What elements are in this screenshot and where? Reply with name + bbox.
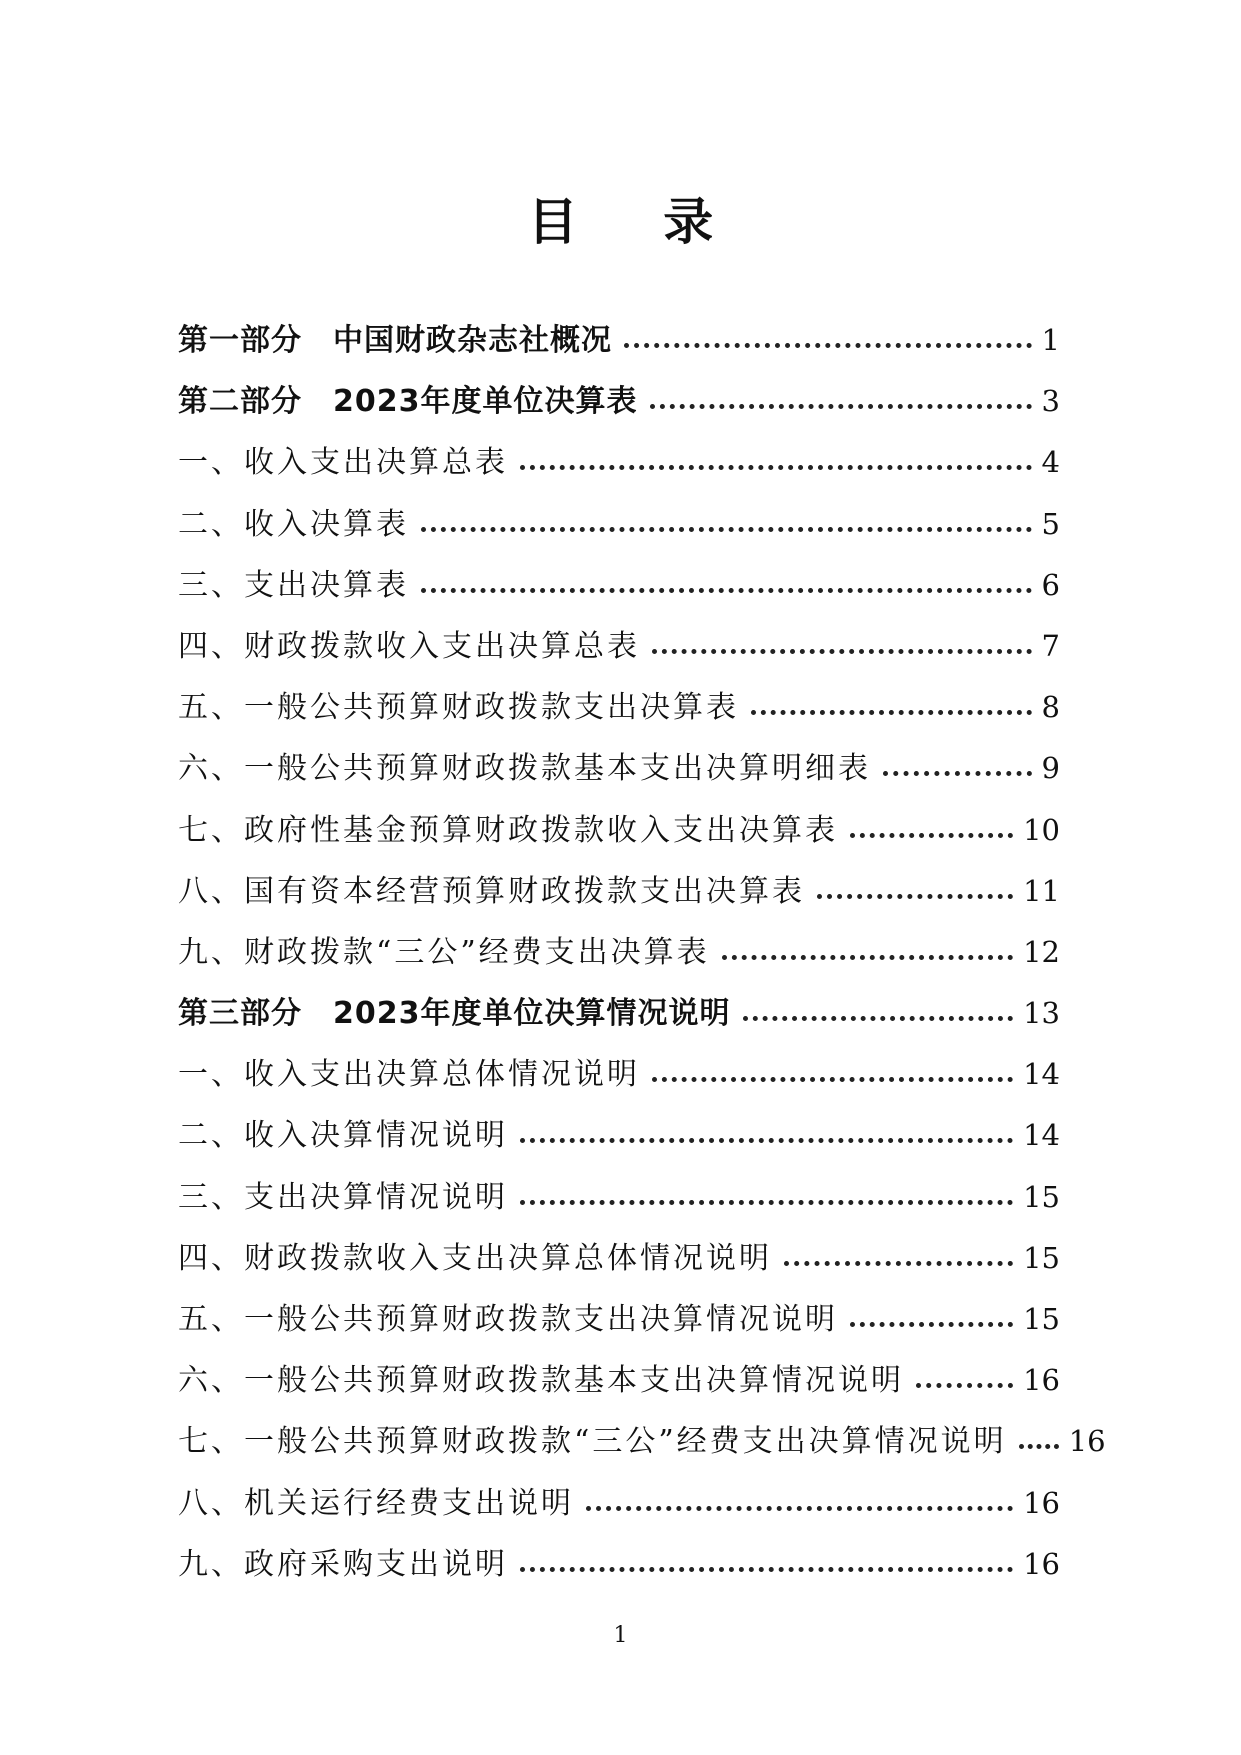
toc-entry-page-number: 6	[1041, 567, 1060, 602]
toc-item-entry[interactable]	[178, 504, 1060, 565]
toc-entry-page-number: 15	[1023, 1179, 1060, 1214]
toc-dot-leader	[817, 894, 1013, 899]
toc-entry-label: 七、政府性基金预算财政拨款收入支出决算表	[178, 812, 838, 848]
toc-item-entry[interactable]	[178, 687, 1060, 748]
toc-dot-leader	[916, 1383, 1013, 1388]
toc-item-entry[interactable]	[178, 1544, 1060, 1605]
toc-entry-page-number: 10	[1023, 812, 1060, 847]
toc-dot-leader	[883, 771, 1032, 776]
toc-dot-leader	[650, 404, 1032, 409]
toc-item-entry[interactable]	[178, 1177, 1060, 1238]
toc-dot-leader	[520, 1200, 1013, 1205]
table-of-contents	[178, 320, 1106, 1605]
toc-entry-label: 八、国有资本经营预算财政拨款支出决算表	[178, 873, 805, 909]
toc-entry-label: 一、收入支出决算总表	[178, 445, 508, 481]
toc-entry-label: 第三部分 2023年度单位决算情况说明	[178, 996, 731, 1032]
toc-dot-leader	[1019, 1444, 1059, 1449]
toc-item-entry[interactable]	[178, 932, 1060, 993]
toc-entry-label: 一、收入支出决算总体情况说明	[178, 1057, 640, 1093]
toc-entry-label: 二、收入决算情况说明	[178, 1118, 508, 1154]
toc-dot-leader	[722, 955, 1013, 960]
page-number: 1	[613, 1623, 628, 1648]
toc-entry-page-number: 16	[1023, 1546, 1060, 1581]
toc-dot-leader	[421, 588, 1032, 593]
toc-entry-label: 九、财政拨款“三公”经费支出决算表	[178, 934, 710, 970]
toc-dot-leader	[850, 833, 1013, 838]
toc-entry-page-number: 15	[1023, 1302, 1060, 1336]
toc-entry-label: 第二部分 2023年度单位决算表	[178, 384, 638, 420]
toc-entry-page-number: 16	[1023, 1485, 1060, 1520]
toc-item-entry[interactable]	[178, 1421, 1106, 1482]
toc-part-entry[interactable]	[178, 993, 1060, 1054]
toc-entry-label: 七、一般公共预算财政拨款“三公”经费支出决算情况说明	[178, 1424, 1007, 1460]
toc-item-entry[interactable]	[178, 1054, 1060, 1115]
toc-entry-page-number: 14	[1023, 1057, 1060, 1092]
toc-dot-leader	[624, 343, 1032, 348]
toc-entry-page-number: 9	[1041, 751, 1060, 786]
toc-entry-page-number: 3	[1041, 384, 1060, 419]
toc-entry-label: 八、机关运行经费支出说明	[178, 1485, 574, 1521]
toc-entry-page-number: 4	[1041, 445, 1060, 480]
toc-entry-label: 六、一般公共预算财政拨款基本支出决算情况说明	[178, 1363, 904, 1399]
toc-entry-page-number: 8	[1041, 690, 1060, 725]
toc-entry-page-number: 12	[1023, 934, 1060, 969]
toc-entry-label: 五、一般公共预算财政拨款支出决算表	[178, 690, 739, 726]
toc-entry-page-number: 16	[1068, 1424, 1106, 1459]
toc-dot-leader	[850, 1322, 1013, 1327]
toc-entry-label: 第一部分 中国财政杂志社概况	[178, 323, 612, 358]
toc-entry-page-number: 5	[1041, 506, 1060, 541]
toc-entry-label: 九、政府采购支出说明	[178, 1546, 508, 1582]
toc-item-entry[interactable]	[178, 565, 1060, 626]
toc-dot-leader	[652, 1077, 1013, 1082]
toc-item-entry[interactable]	[178, 1115, 1060, 1176]
toc-dot-leader	[652, 649, 1032, 654]
toc-part-entry[interactable]	[178, 381, 1060, 442]
toc-item-entry[interactable]	[178, 1360, 1060, 1421]
toc-entry-label: 三、支出决算情况说明	[178, 1179, 508, 1215]
toc-entry-page-number: 15	[1023, 1240, 1060, 1275]
toc-item-entry[interactable]	[178, 442, 1060, 503]
toc-dot-leader	[520, 465, 1032, 470]
toc-dot-leader	[421, 527, 1032, 532]
toc-item-entry[interactable]	[178, 1299, 1060, 1360]
toc-entry-label: 四、财政拨款收入支出决算总表	[178, 628, 640, 664]
toc-entry-page-number: 14	[1023, 1118, 1060, 1153]
toc-entry-page-number: 11	[1023, 873, 1060, 908]
toc-entry-label: 五、一般公共预算财政拨款支出决算情况说明	[178, 1302, 838, 1337]
toc-dot-leader	[520, 1138, 1013, 1143]
toc-entry-page-number: 7	[1041, 628, 1060, 663]
toc-entry-page-number: 13	[1023, 996, 1060, 1031]
toc-entry-page-number: 16	[1023, 1363, 1060, 1398]
toc-item-entry[interactable]	[178, 626, 1060, 687]
toc-part-entry[interactable]	[178, 320, 1060, 381]
toc-item-entry[interactable]	[178, 1483, 1060, 1544]
toc-entry-label: 六、一般公共预算财政拨款基本支出决算明细表	[178, 751, 871, 787]
toc-entry-label: 二、收入决算表	[178, 506, 409, 542]
toc-dot-leader	[520, 1567, 1013, 1572]
toc-dot-leader	[751, 710, 1032, 715]
toc-dot-leader	[743, 1016, 1014, 1021]
toc-title: 目 录	[527, 193, 748, 251]
toc-item-entry[interactable]	[178, 871, 1060, 932]
toc-item-entry[interactable]	[178, 748, 1060, 809]
toc-entry-page-number: 1	[1041, 323, 1060, 357]
toc-item-entry[interactable]	[178, 810, 1060, 871]
toc-entry-label: 四、财政拨款收入支出决算总体情况说明	[178, 1240, 772, 1276]
toc-dot-leader	[784, 1261, 1013, 1266]
toc-dot-leader	[586, 1506, 1013, 1511]
toc-item-entry[interactable]	[178, 1238, 1060, 1299]
toc-entry-label: 三、支出决算表	[178, 567, 409, 603]
